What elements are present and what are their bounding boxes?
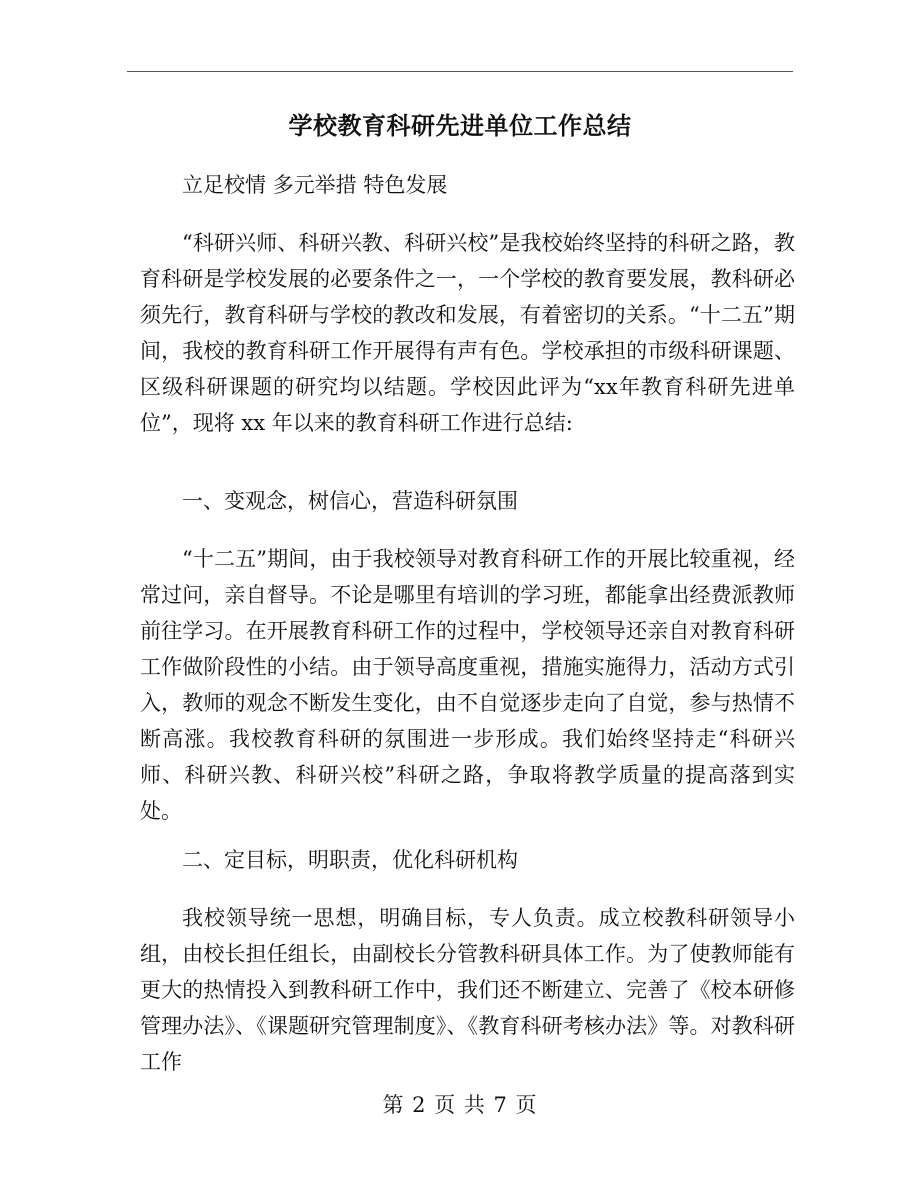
section-heading-2: 二、定目标，明职责，优化科研机构 — [182, 848, 518, 872]
paragraph-section-2: 我校领导统一思想，明确目标，专人负责。成立校教科研领导小组，由校长担任组长，由副校长分管教科研具体工作。为了使教师能有更大的热情投入到教科研工作中，我们还不断建立、完善了《校本研修管理办法》、《课题研究管理制度》、《教育科研考核办法》等。对教科研工作 — [140, 906, 795, 1074]
paragraph-section-1: “十二五”期间，由于我校领导对教育科研工作的开展比较重视，经常过问，亲自督导。不论是哪里有培训的学习班，都能拿出经费派教师前往学习。在开展教育科研工作的过程中，学校领导还亲自对教育科研工作做阶段性的小结。由于领导高度重视，措施实施得力，活动方式引入，教师的观念不断发生变化，由不自觉逐步走向了自觉，参与热情不断高涨。我校教育科研的氛围进一步形成。我们始终坚持走“科研兴师、科研兴教、科研兴校”科研之路，争取将教学质量的提高落到实处。 — [140, 547, 795, 823]
paragraph-intro: “科研兴师、科研兴教、科研兴校”是我校始终坚持的科研之路，教育科研是学校发展的必要条件之一，一个学校的教育要发展，教科研必须先行，教育科研与学校的教改和发展，有着密切的关系。“十二五”期间，我校的教育科研工作开展得有声有色。学校承担的市级科研课题、区级科研课题的研究均以结题。学校因此评为“xx年教育科研先进单位”，现将 xx 年以来的教育科研工作进行总结: — [140, 231, 795, 435]
document-subtitle: 立足校情 多元举措 特色发展 — [182, 173, 448, 197]
page-number-footer: 第 2 页 共 7 页 — [382, 1093, 538, 1117]
header-divider — [127, 71, 793, 72]
section-heading-1: 一、变观念，树信心，营造科研氛围 — [182, 489, 518, 513]
document-title: 学校教育科研先进单位工作总结 — [288, 111, 632, 140]
